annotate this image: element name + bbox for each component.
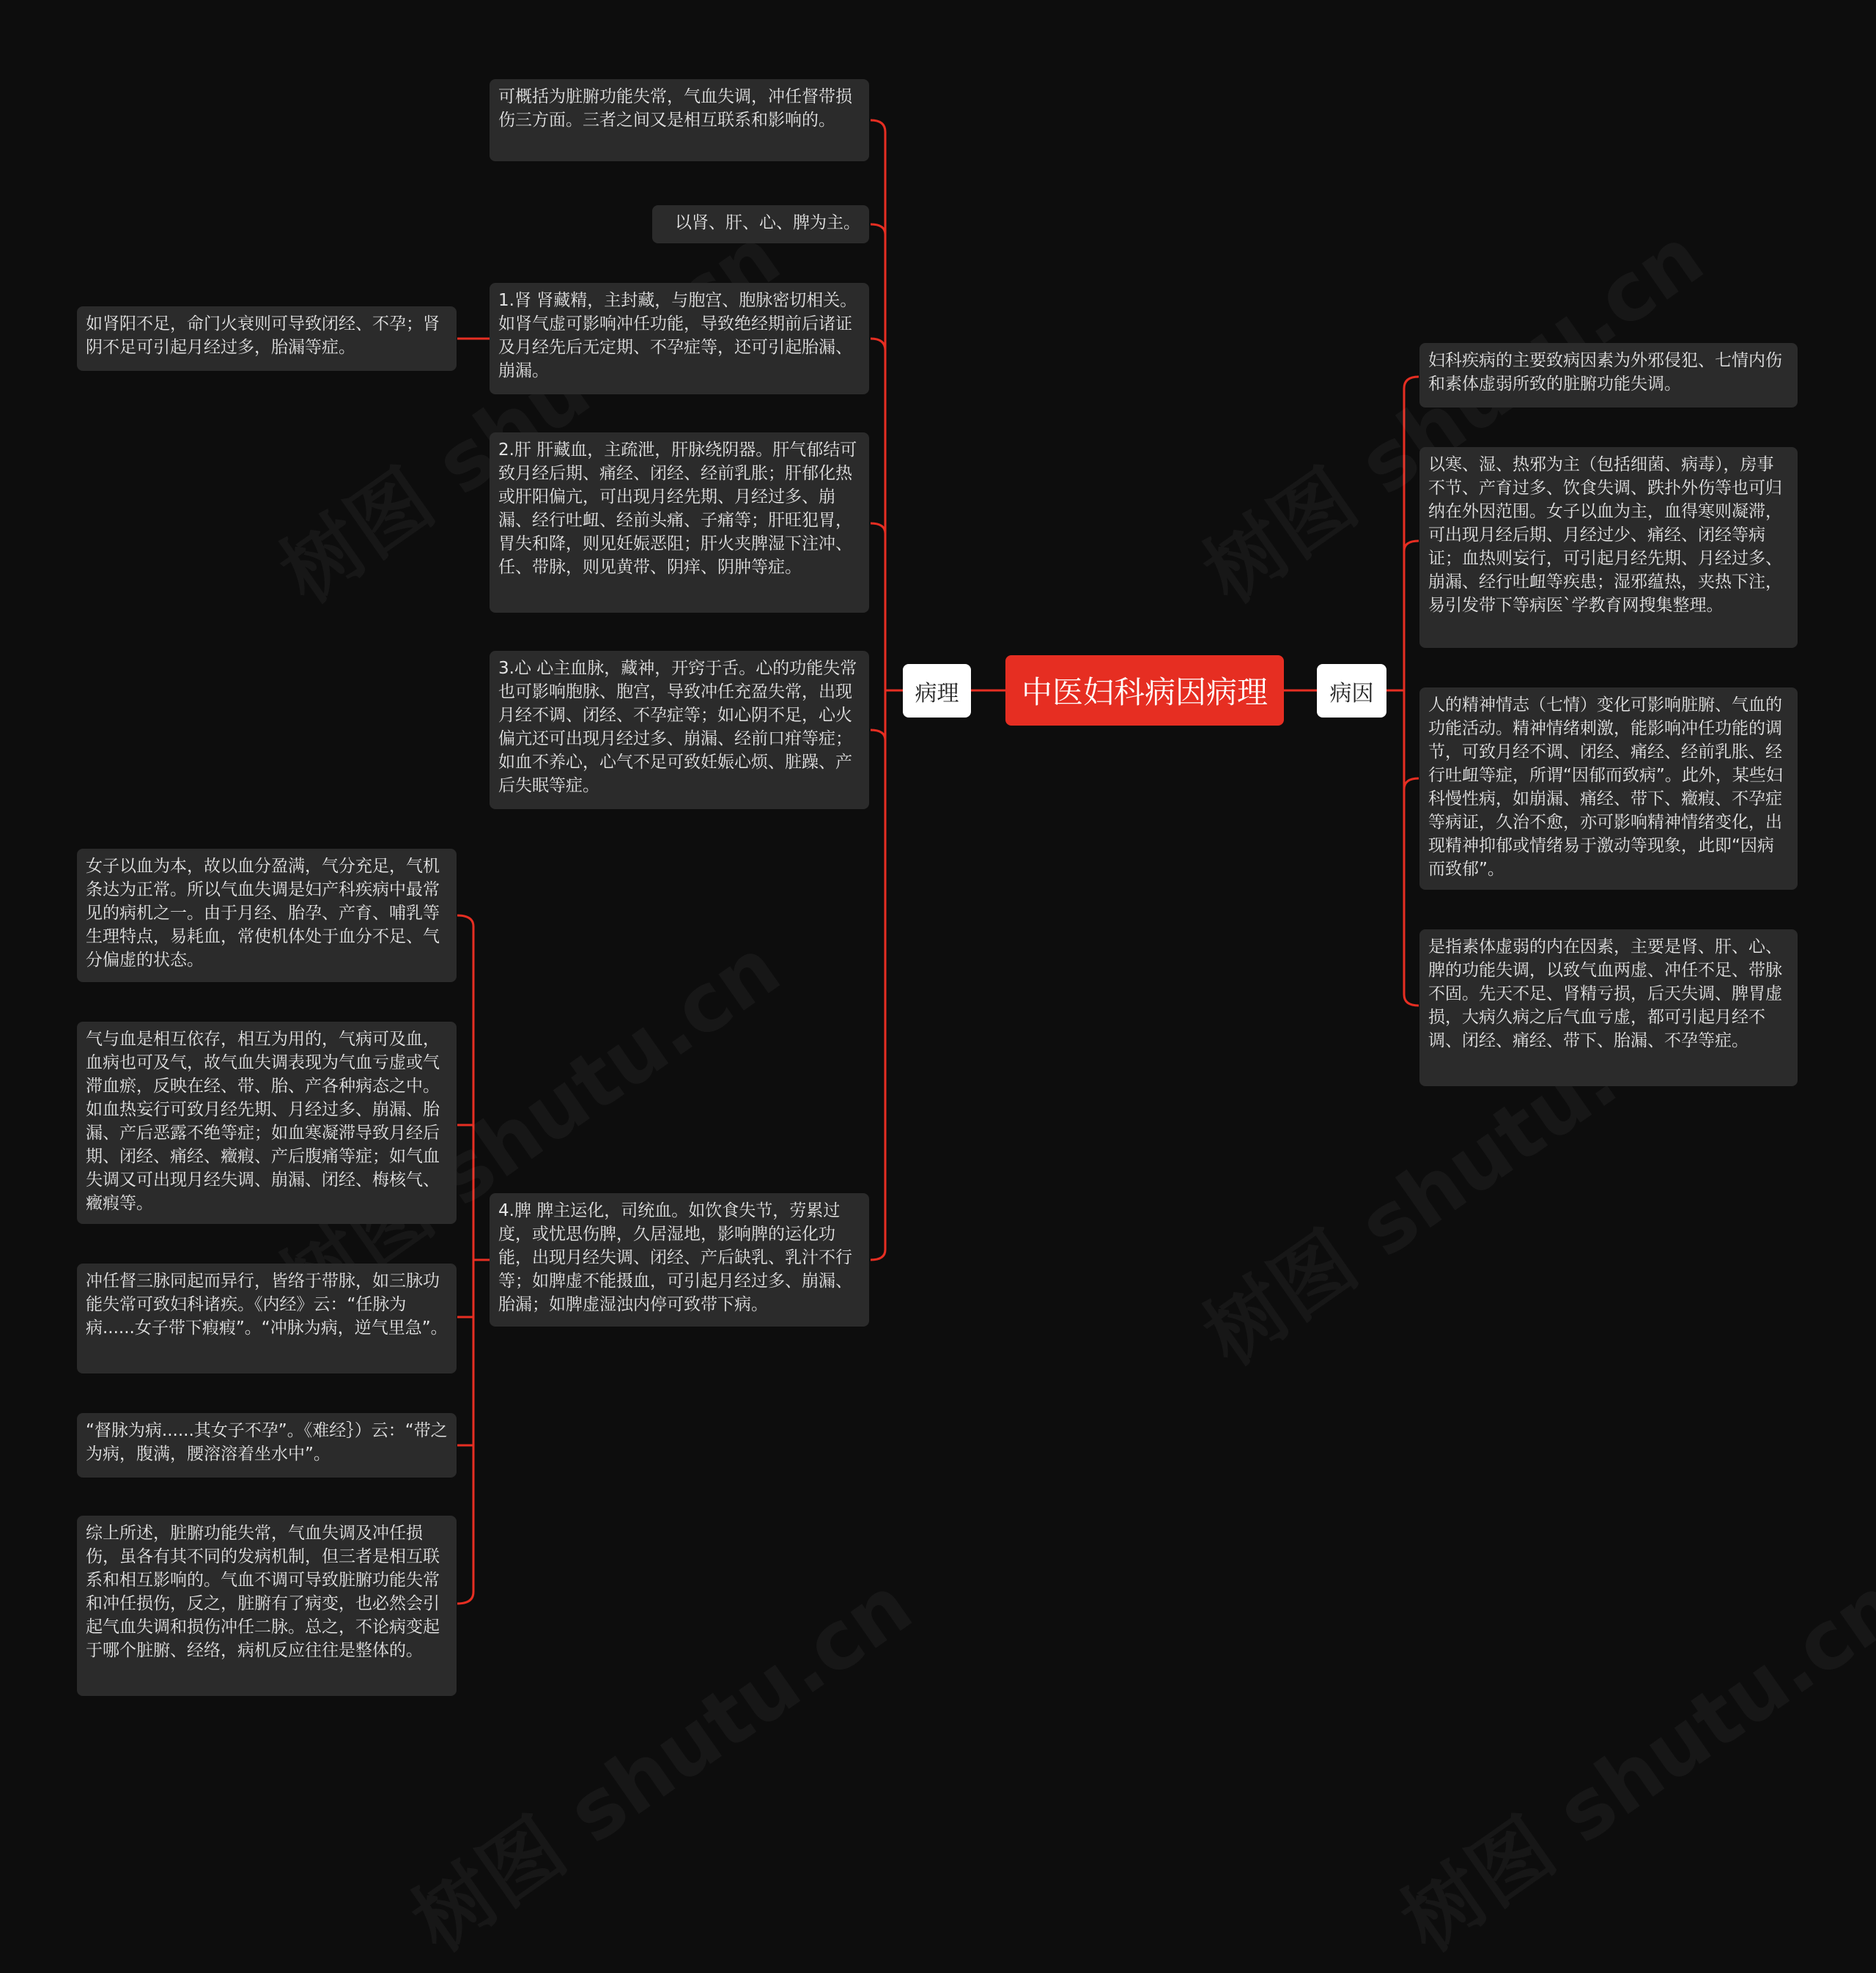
pathology-organs-main[interactable]: 以肾、肝、心、脾为主。 [652,205,869,243]
connector-to-overview [871,120,885,132]
cause-node-1[interactable]: 妇科疾病的主要致病因素为外邪侵犯、七情内伤和素体虚弱所致的脏腑功能失调。 [1419,343,1798,407]
root-topic[interactable]: 中医妇科病因病理 [1005,655,1284,726]
pathology-overview[interactable]: 可概括为脏腑功能失常，气血失调，冲任督带损伤三方面。三者之间又是相互联系和影响的。 [490,79,869,161]
pathology-liver[interactable]: 2.肝 肝藏血，主疏泄，肝脉绕阴器。肝气郁结可致月经后期、痛经、闭经、经前乳胀；肝郁化热或肝阳偏亢，可出现月经先期、月经过多、崩漏、经行吐衄、经前头痛、子痛等；肝旺犯胃，胃失和降，则见妊娠恶阻；肝火夹脾湿下注冲、任、带脉，则见黄带、阴痒、阴肿等症。 [490,432,869,613]
connector-to-spleen-child-5 [457,1592,473,1604]
connector-to-spleen-child-1 [457,915,473,926]
connector-to-kidney [871,339,885,350]
cause-node-2[interactable]: 以寒、湿、热邪为主（包括细菌、病毒），房事不节、产育过多、饮食失调、跌扑外伤等也可归纳在外因范围。女子以血为主，血得寒则凝滞，可出现月经后期、月经过少、痛经、闭经等病证；血热则妄行，可引起月经先期、月经过多、崩漏、经行吐衄等疾患；湿邪蕴热，夹热下注，易引发带下等病医`学教育网搜集整理。 [1419,447,1798,648]
cause-node-3[interactable]: 人的精神情志（七情）变化可影响脏腑、气血的功能活动。精神情绪刺激，能影响冲任功能的调节，可致月经不调、闭经、痛经、经前乳胀、经行吐衄等症，所谓“因郁而致病”。此外，某些妇科慢性病，如崩漏、痛经、带下、癥瘕、不孕症等病证，久治不愈，亦可影响精神情绪变化，出现精神抑郁或情绪易于激动等现象，此即“因病而致郁”。 [1419,687,1798,890]
connector-to-cause-2 [1404,541,1419,551]
branch-pathology[interactable]: 病理 [903,664,971,718]
connector-to-cause-3 [1404,778,1419,789]
branch-cause[interactable]: 病因 [1317,664,1386,718]
connector-to-cause-4 [1404,995,1419,1006]
spleen-child-4[interactable]: “督脉为病......其女子不孕”。《难经｝）云：“带之为病，腹满，腰溶溶着坐水中”。 [77,1413,457,1478]
connector-to-organs [871,224,885,235]
spleen-child-3[interactable]: 冲任督三脉同起而异行，皆络于带脉，如三脉功能失常可致妇科诸疾。《内经》云：“任脉为病......女子带下瘕瘕”。“冲脉为病，逆气里急”。 [77,1264,457,1373]
pathology-spleen[interactable]: 4.脾 脾主运化，司统血。如饮食失节，劳累过度，或忧思伤脾，久居湿地，影响脾的运化功能，出现月经失调、闭经、产后缺乳、乳汁不行等；如脾虚不能摄血，可引起月经过多、崩漏、胎漏；如脾虚湿浊内停可致带下病。 [490,1193,869,1327]
pathology-heart[interactable]: 3.心 心主血脉，藏神，开窍于舌。心的功能失常也可影响胞脉、胞宫，导致冲任充盈失常，出现月经不调、闭经、不孕症等；如心阴不足，心火偏亢还可出现月经过多、崩漏、经前口疳等症；如血不养心，心气不足可致妊娠心烦、脏躁、产后失眠等症。 [490,651,869,809]
connector-to-liver [871,523,885,534]
connector-to-cause-1 [1404,377,1419,388]
connector-to-spleen [871,1250,885,1260]
connector-to-heart [871,730,885,740]
pathology-kidney-detail[interactable]: 如肾阳不足，命门火衰则可导致闭经、不孕；肾阴不足可引起月经过多，胎漏等症。 [77,306,457,371]
spleen-child-1[interactable]: 女子以血为本，故以血分盈满，气分充足，气机条达为正常。所以气血失调是妇产科疾病中最常见的病机之一。由于月经、胎孕、产育、哺乳等生理特点，易耗血，常使机体处于血分不足、气分偏虚的状态。 [77,849,457,982]
spleen-child-2[interactable]: 气与血是相互依存，相互为用的，气病可及血，血病也可及气，故气血失调表现为气血亏虚或气滞血瘀，反映在经、带、胎、产各种病态之中。如血热妄行可致月经先期、月经过多、崩漏、胎漏、产后恶露不绝等症；如血寒凝滞导致月经后期、闭经、痛经、癥瘕、产后腹痛等症；如气血失调又可出现月经失调、崩漏、闭经、梅核气、癥瘕等。 [77,1022,457,1224]
spleen-child-5[interactable]: 综上所述，脏腑功能失常，气血失调及冲任损伤，虽各有其不同的发病机制，但三者是相互联系和相互影响的。气血不调可导致脏腑功能失常和冲任损伤，反之，脏腑有了病变，也必然会引起气血失调和损伤冲任二脉。总之，不论病变起于哪个脏腑、经络，病机反应往往是整体的。 [77,1516,457,1696]
cause-node-4[interactable]: 是指素体虚弱的内在因素，主要是肾、肝、心、脾的功能失调，以致气血两虚、冲任不足、带脉不固。先天不足、肾精亏损，后天失调、脾胃虚损，大病久病之后气血亏虚，都可引起月经不调、闭经、痛经、带下、胎漏、不孕等症。 [1419,929,1798,1086]
pathology-kidney[interactable]: 1.肾 肾藏精，主封藏，与胞宫、胞脉密切相关。如肾气虚可影响冲任功能，导致绝经期前后诸证及月经先后无定期、不孕症等，还可引起胎漏、崩漏。 [490,283,869,394]
